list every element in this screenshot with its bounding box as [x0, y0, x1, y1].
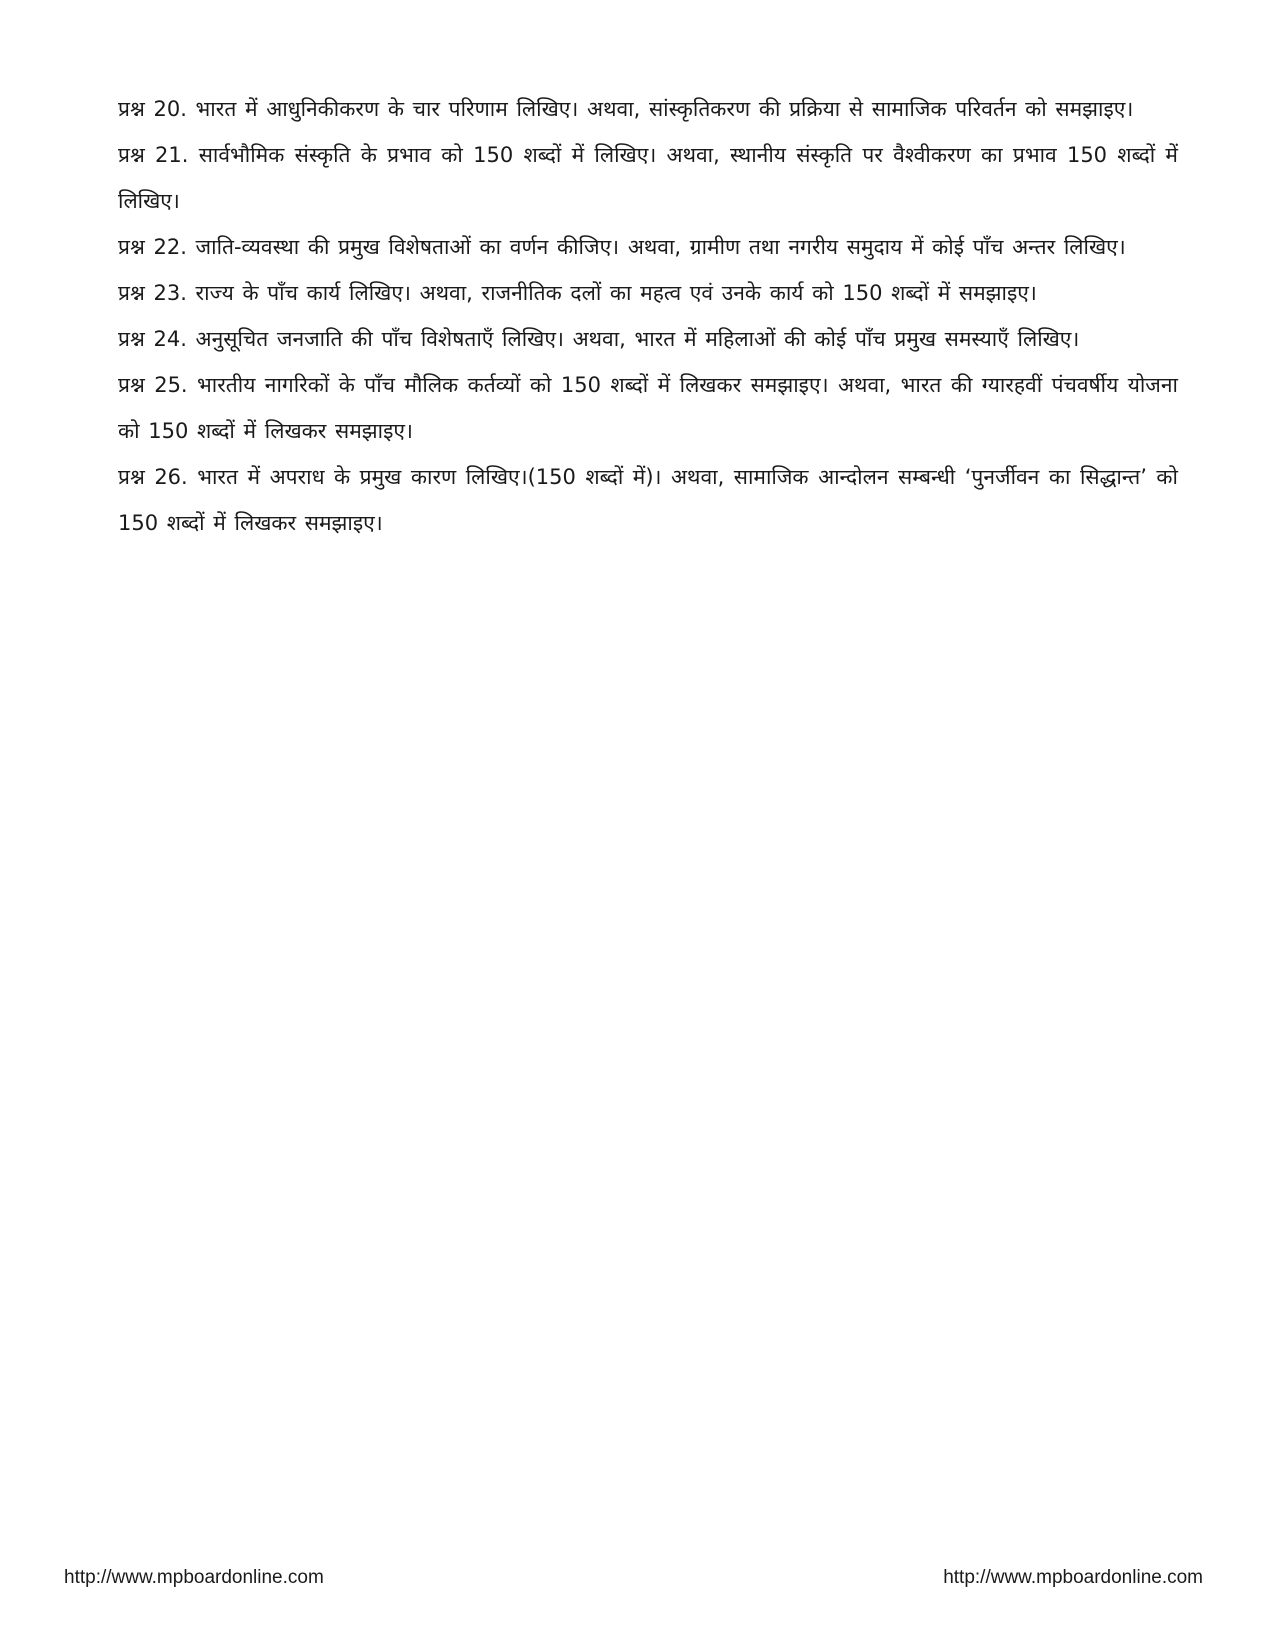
question-23: प्रश्न 23. राज्य के पाँच कार्य लिखिए। अथवा, राजनीतिक दलों का महत्व एवं उनके कार्य को 150 शब्दों में समझाइए। — [118, 281, 1037, 305]
question-22: प्रश्न 22. जाति-व्यवस्था की प्रमुख विशेषताओं का वर्णन कीजिए। अथवा, ग्रामीण तथा नगरीय समुदाय में कोई पाँच अन्तर लिखिए। — [118, 235, 1126, 259]
question-20: प्रश्न 20. भारत में आधुनिकीकरण के चार परिणाम लिखिए। अथवा, सांस्कृतिकरण की प्रक्रिया से सामाजिक परिवर्तन को समझाइए। — [118, 97, 1134, 121]
footer-url-right: http://www.mpboardonline.com — [943, 1567, 1203, 1588]
question-24: प्रश्न 24. अनुसूचित जनजाति की पाँच विशेषताएँ लिखिए। अथवा, भारत में महिलाओं की कोई पाँच प्रमुख समस्याएँ लिखिए। — [118, 327, 1080, 351]
question-21: प्रश्न 21. सार्वभौमिक संस्कृति के प्रभाव को 150 शब्दों में लिखिए। अथवा, स्थानीय संस्कृति पर वैश्वीकरण का प्रभाव 150 शब्दों में लिखिए। — [118, 143, 1178, 213]
question-25: प्रश्न 25. भारतीय नागरिकों के पाँच मौलिक कर्तव्यों को 150 शब्दों में लिखकर समझाइए। अथवा, भारत की ग्यारहवीं पंचवर्षीय योजना को 150 शब्दों में लिखकर समझाइए। — [118, 373, 1178, 443]
footer-url-left: http://www.mpboardonline.com — [64, 1567, 324, 1588]
question-list — [118, 86, 1178, 546]
question-26: प्रश्न 26. भारत में अपराध के प्रमुख कारण लिखिए।(150 शब्दों में)। अथवा, सामाजिक आन्दोलन सम्बन्धी ‘पुनर्जीवन का सिद्धान्त’ को 150 शब्दों में लिखकर समझाइए। — [118, 465, 1178, 535]
